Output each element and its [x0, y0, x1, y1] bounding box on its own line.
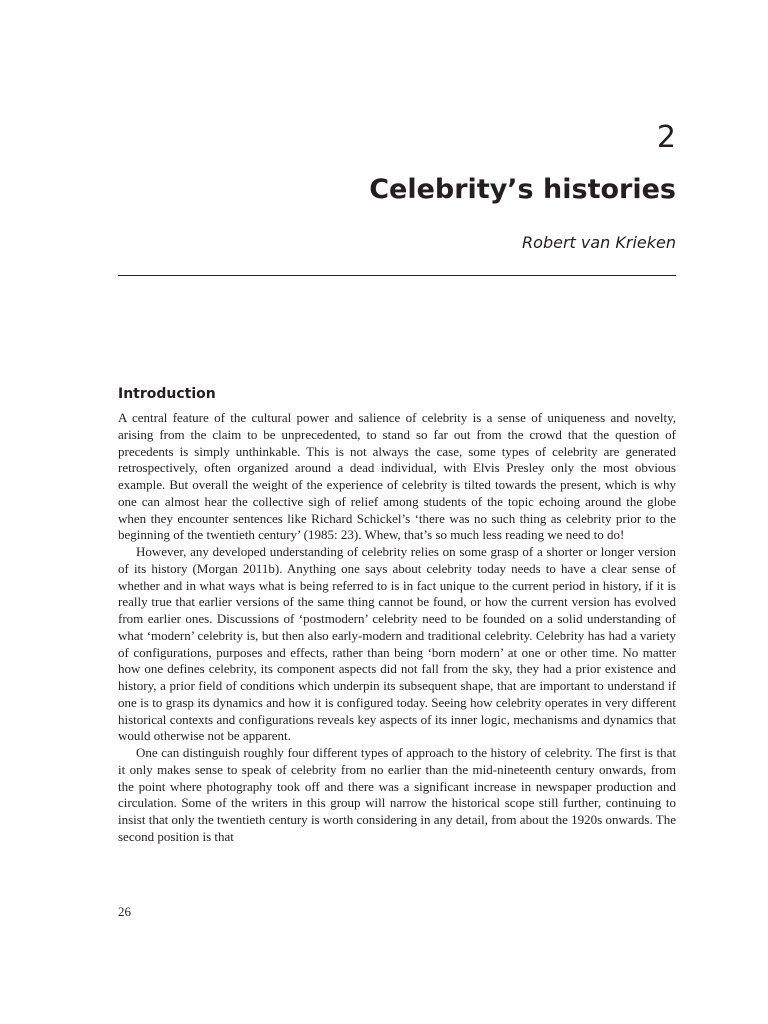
paragraph-3: One can distinguish roughly four different types of approach to the history of celebrity. The first is that it only makes sense to speak of celebrity from no earlier than the mid-nineteenth century onwards, from the point where photography took off and there was a significant increase in newspaper production and circulation. Some of the writers in this group will narrow the historical scope still further, continuing to insist that only the twentieth century is worth considering in any detail, from about the 1920s onwards. The second position is that	[118, 745, 676, 844]
section-heading: Introduction	[118, 386, 216, 402]
chapter-author: Robert van Krieken	[522, 233, 676, 252]
page-number: 26	[118, 904, 131, 919]
chapter-title: Celebrity’s histories	[369, 174, 676, 205]
paragraph-1: A central feature of the cultural power and salience of celebrity is a sense of uniqueness and novelty, arising from the claim to be unprecedented, to stand so far out from the crowd that the question of precedents is simply unthinkable. This is not always the case, some types of celebrity are generated retrospectively, often organized around a dead individual, with Elvis Presley only the most obvious example. But overall the weight of the experience of celebrity is tilted towards the present, which is why one can almost hear the collective sigh of relief among students of the topic echoing around the globe when they encounter sentences like Richard Schickel’s ‘there was no such thing as celebrity prior to the beginning of the twentieth century’ (1985: 23). Whew, that’s so much less reading we need to do!	[118, 410, 676, 543]
body-text	[118, 410, 676, 846]
title-divider	[118, 275, 676, 276]
chapter-number: 2	[656, 120, 676, 155]
paragraph-2: However, any developed understanding of celebrity relies on some grasp of a shorter or longer version of its history (Morgan 2011b). Anything one says about celebrity today needs to have a clear sense of whether and in what ways what is being referred to is in fact unique to the current period in history, if it is really true that earlier versions of the same thing cannot be found, or how the current version has evolved from earlier ones. Discussions of ‘postmodern’ celebrity need to be founded on a solid understanding of what ‘modern’ celebrity is, but then also early-modern and traditional celebrity. Celebrity has had a variety of configurations, purposes and effects, rather than being ‘born modern’ at one or other time. No matter how one defines celebrity, its component aspects did not fall from the sky, they had a prior existence and history, a prior field of conditions which underpin its subsequent shape, that are important to understand if one is to grasp its dynamics and how it is configured today. Seeing how celebrity operates in very different historical contexts and configurations reveals key aspects of its inner logic, mechanisms and dynamics that would otherwise not be apparent.	[118, 544, 676, 744]
